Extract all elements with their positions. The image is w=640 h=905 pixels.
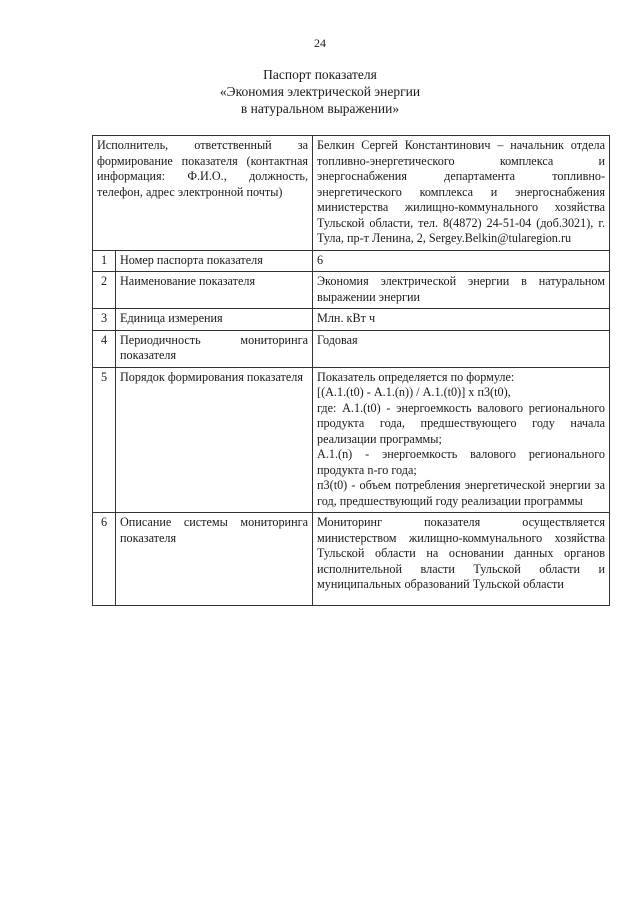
row-number: 5 — [93, 367, 116, 513]
row-value — [313, 367, 610, 513]
row-number: 1 — [93, 250, 116, 272]
table-row — [93, 250, 610, 272]
row-value: 6 — [313, 250, 610, 272]
title-line-2: «Экономия электрической энергии — [219, 84, 421, 99]
title-line-3: в натуральном выражении» — [240, 101, 400, 116]
table-row — [93, 272, 610, 309]
row-number: 2 — [93, 272, 116, 309]
table-row — [93, 367, 610, 513]
row-label: Единица измерения — [116, 309, 313, 331]
row-value: Млн. кВт ч — [313, 309, 610, 331]
executor-value: Белкин Сергей Константинович – начальник отдела топливно-энергетического комплекса и энергоснабжения департамента топливно-энергетического комплекса и энергоснабжения министерства жилищно-коммунального хозяйства Тульской области, тел. 8(4872) 24-51-04 (доб.3021), г. Тула, пр-т Ленина, 2, Sergey.Belkin@tularegion.ru — [313, 136, 610, 251]
row-value: Мониторинг показателя осуществляется министерством жилищно-коммунального хозяйства Тульской области на основании данных органов исполнительной власти Тульской области и муниципальных образований Тульской области — [313, 513, 610, 606]
formula-definition: п3(t0) - объем потребления энергетической энергии за год, предшествующий году реализации программы — [317, 478, 606, 508]
formula-definition: А.1.(n) - энергоемкость валового регионального продукта n-го года; — [317, 447, 606, 477]
row-label: Наименование показателя — [116, 272, 313, 309]
row-number: 3 — [93, 309, 116, 331]
passport-table — [92, 135, 610, 606]
page-number: 24 — [314, 36, 326, 50]
document-title — [0, 66, 640, 117]
row-label: Порядок формирования показателя — [116, 367, 313, 513]
row-number: 6 — [93, 513, 116, 606]
row-label: Описание системы мониторинга показателя — [116, 513, 313, 606]
row-label: Периодичность мониторинга показателя — [116, 330, 313, 367]
table-row — [93, 330, 610, 367]
table-row — [93, 513, 610, 606]
executor-row — [93, 136, 610, 251]
row-label: Номер паспорта показателя — [116, 250, 313, 272]
row-number: 4 — [93, 330, 116, 367]
formula-definition: где: А.1.(t0) - энергоемкость валового регионального продукта года, предшествующего году начала реализации программы; — [317, 400, 606, 446]
formula-intro: Показатель определяется по формуле: — [317, 369, 515, 384]
executor-label: Исполнитель, ответственный за формирование показателя (контактная информация: Ф.И.О., должность, телефон, адрес электронной почты) — [93, 136, 313, 251]
table-row — [93, 309, 610, 331]
formula: [(А.1.(t0) - А.1.(n)) / А.1.(t0)] х п3(t0), — [317, 385, 511, 399]
row-value: Экономия электрической энергии в натуральном выражении энергии — [313, 272, 610, 309]
row-value: Годовая — [313, 330, 610, 367]
title-line-1: Паспорт показателя — [263, 67, 377, 82]
